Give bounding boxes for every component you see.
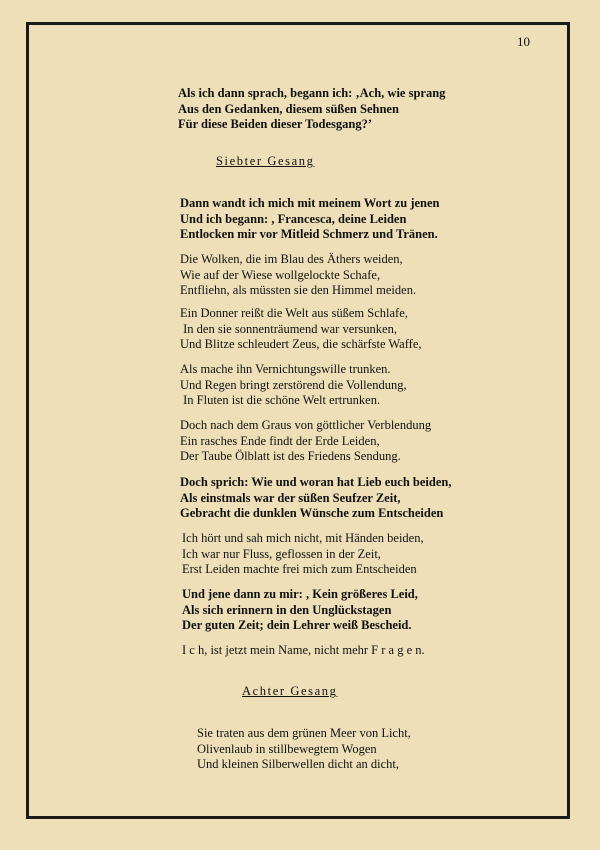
verse-line: Doch nach dem Graus von göttlicher Verblendung: [180, 418, 432, 432]
stanza-7-7: [182, 531, 424, 578]
verse-line: Als ich dann sprach, begann ich: ‚Ach, wie sprang: [178, 86, 446, 100]
verse-line: Ein Donner reißt die Welt aus süßem Schlafe,: [180, 306, 408, 320]
verse-line: Entlocken mir vor Mitleid Schmerz und Tränen.: [180, 227, 438, 241]
verse-line: Als einstmals war der süßen Seufzer Zeit,: [180, 490, 401, 505]
verse-line: I c h, ist jetzt mein Name, nicht mehr F r a g e n.: [182, 643, 425, 657]
verse-line: Aus den Gedanken, diesem süßen Sehnen: [178, 101, 399, 116]
verse-line: In den sie sonnenträumend war versunken,: [180, 321, 397, 336]
verse-line: Und kleinen Silberwellen dicht an dicht,: [197, 757, 400, 771]
verse-line: Erst Leiden machte frei mich zum Entscheiden: [182, 562, 417, 576]
stanza-7-2: [180, 252, 416, 299]
verse-line: Ich hört und sah mich nicht, mit Händen beiden,: [182, 531, 424, 545]
verse-line: Entfliehn, als müssten sie den Himmel meiden.: [180, 283, 417, 297]
verse-line: Für diese Beiden dieser Todesgang?’: [178, 117, 373, 131]
verse-line: Sie traten aus dem grünen Meer von Licht,: [197, 726, 411, 740]
verse-line: Als mache ihn Vernichtungswille trunken.: [180, 362, 391, 376]
verse-line: Und Blitze schleudert Zeus, die schärfste Waffe,: [180, 337, 422, 351]
stanza-7-4: [180, 362, 407, 409]
verse-line: Der guten Zeit; dein Lehrer weiß Bescheid.: [182, 618, 412, 632]
verse-line: Dann wandt ich mich mit meinem Wort zu jenen: [180, 196, 440, 210]
verse-line: Und jene dann zu mir: , Kein größeres Leid,: [182, 587, 418, 601]
intro-stanza: [178, 86, 445, 133]
verse-line: Olivenlaub in stillbewegtem Wogen: [197, 741, 377, 756]
verse-line: Und Regen bringt zerstörend die Vollendung,: [180, 377, 407, 392]
verse-line: In Fluten ist die schöne Welt ertrunken.: [180, 393, 381, 407]
verse-line: Ich war nur Fluss, geflossen in der Zeit,: [182, 546, 381, 561]
stanza-8-1: [197, 726, 411, 773]
verse-line: Wie auf der Wiese wollgelockte Schafe,: [180, 267, 381, 282]
stanza-7-3: [180, 306, 422, 353]
name-line: [182, 643, 425, 659]
verse-line: Und ich begann: , Francesca, deine Leiden: [180, 211, 407, 226]
verse-line: Ein rasches Ende findt der Erde Leiden,: [180, 433, 380, 448]
verse-line: Der Taube Ölblatt ist des Friedens Sendung.: [180, 449, 401, 463]
stanza-7-6: [180, 475, 451, 522]
canto-8-heading: Achter Gesang: [242, 684, 338, 698]
stanza-7-5: [180, 418, 431, 465]
verse-line: Als sich erinnern in den Unglückstagen: [182, 602, 392, 617]
stanza-7-1: [180, 196, 440, 243]
verse-line: Doch sprich: Wie und woran hat Lieb euch beiden,: [180, 475, 452, 489]
verse-line: Die Wolken, die im Blau des Äthers weiden,: [180, 252, 403, 266]
stanza-7-8: [182, 587, 418, 634]
verse-line: Gebracht die dunklen Wünsche zum Entscheiden: [180, 506, 444, 520]
page-number: 10: [517, 34, 530, 49]
canto-7-heading: Siebter Gesang: [216, 154, 315, 168]
